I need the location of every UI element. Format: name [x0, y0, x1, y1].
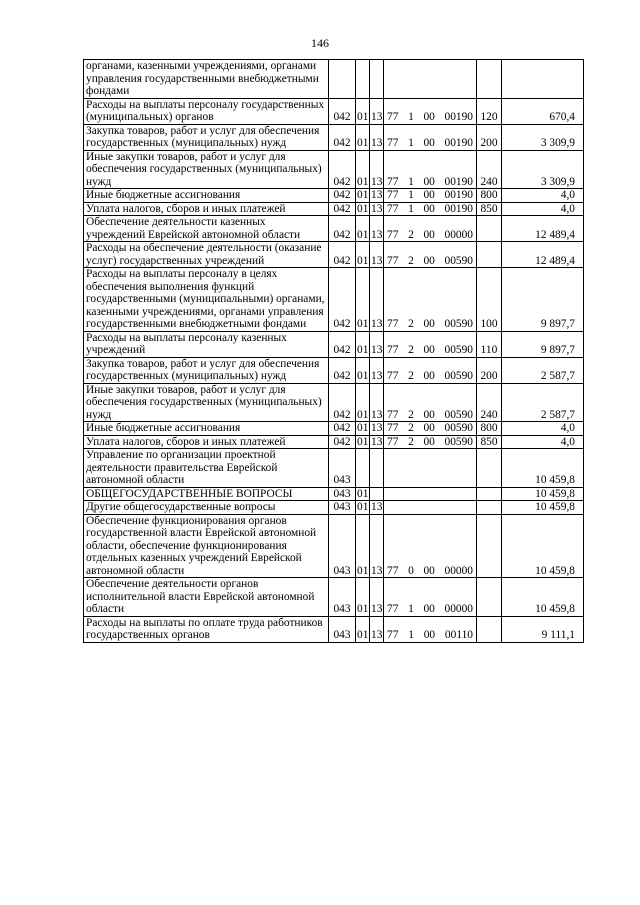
target-code-part: 2 [408, 370, 414, 382]
cell-razdel: 01 [357, 435, 369, 448]
cell-amount [502, 60, 584, 99]
target-code-part: 00 [423, 603, 435, 615]
table-row [84, 331, 584, 357]
row-name: ОБЩЕГОСУДАРСТВЕННЫЕ ВОПРОСЫ [84, 487, 329, 501]
cell-vid-rashodov: 800 [477, 422, 502, 436]
target-code-part: 77 [387, 422, 399, 434]
cell-podrazdel: 13 [371, 501, 383, 513]
table-row [84, 435, 584, 449]
target-code-part: 00 [423, 254, 435, 267]
cell-amount: 3 309,9 [502, 150, 584, 189]
target-code-part: 00000 [444, 564, 473, 577]
cell-target [384, 268, 477, 332]
target-code-part: 00190 [444, 175, 473, 188]
cell-target [384, 514, 477, 578]
target-code-part: 00590 [444, 422, 473, 434]
target-code-part: 77 [387, 254, 399, 267]
cell-amount: 4,0 [502, 189, 584, 203]
cell-podrazdel: 13 [370, 216, 384, 242]
budget-table-body [84, 60, 584, 643]
table-row [84, 383, 584, 422]
cell-podrazdel: 13 [371, 189, 383, 201]
cell-podrazdel: 13 [370, 150, 384, 189]
cell-amount: 4,0 [502, 435, 584, 449]
row-name: Расходы на выплаты персоналу государственных (муниципальных) органов [84, 98, 329, 124]
page-number: 146 [311, 36, 329, 50]
cell-razdel [356, 449, 370, 488]
table-row [84, 242, 584, 268]
target-code-part: 00 [423, 318, 435, 330]
table-row [84, 501, 584, 515]
target-code-part: 77 [387, 564, 399, 577]
cell-vid-rashodov [477, 514, 502, 578]
target-code-part: 77 [387, 137, 399, 149]
cell-vid-rashodov: 850 [477, 202, 502, 216]
table-row [84, 60, 584, 99]
cell-target [384, 487, 477, 501]
cell-podrazdel: 13 [370, 514, 384, 578]
target-code-part: 00 [423, 435, 435, 448]
target-code-part: 00590 [444, 408, 473, 421]
cell-amount: 10 459,8 [502, 487, 584, 501]
target-code-part: 00590 [444, 435, 473, 448]
target-code-part: 2 [408, 435, 414, 448]
target-code-part: 00190 [444, 189, 473, 201]
cell-grbs: 043 [329, 578, 356, 617]
target-code-part: 77 [387, 189, 399, 201]
cell-podrazdel: 13 [370, 383, 384, 422]
row-name: Иные бюджетные ассигнования [84, 422, 329, 436]
cell-razdel: 01 [357, 487, 369, 500]
cell-grbs: 043 [329, 449, 356, 488]
cell-grbs: 042 [329, 150, 356, 189]
cell-podrazdel [370, 449, 384, 488]
cell-razdel: 01 [356, 331, 370, 357]
cell-podrazdel [370, 60, 384, 99]
cell-grbs: 042 [329, 331, 356, 357]
target-code-part: 00 [423, 564, 435, 577]
cell-vid-rashodov [477, 487, 502, 501]
cell-target [384, 202, 477, 216]
cell-amount: 10 459,8 [502, 514, 584, 578]
cell-target [384, 578, 477, 617]
cell-vid-rashodov [477, 60, 502, 99]
cell-target [384, 98, 477, 124]
cell-grbs: 042 [329, 216, 356, 242]
target-code-part: 2 [408, 254, 414, 267]
cell-podrazdel [370, 487, 384, 501]
table-row [84, 189, 584, 203]
target-code-part: 77 [387, 344, 399, 356]
table-row [84, 202, 584, 216]
target-code-part: 00 [423, 422, 435, 434]
cell-amount: 9 897,7 [502, 331, 584, 357]
cell-podrazdel: 13 [370, 616, 384, 642]
row-name: Закупка товаров, работ и услуг для обеспечения государственных (муниципальных) нужд [84, 357, 329, 383]
target-code-part: 00590 [444, 370, 473, 382]
cell-target [384, 435, 477, 449]
cell-vid-rashodov: 200 [477, 124, 502, 150]
target-code-part: 00190 [444, 137, 473, 149]
cell-target [384, 616, 477, 642]
table-row [84, 449, 584, 488]
cell-podrazdel: 13 [370, 268, 384, 332]
cell-vid-rashodov: 240 [477, 150, 502, 189]
cell-amount: 2 587,7 [502, 383, 584, 422]
row-name: Обеспечение деятельности казенных учреждений Еврейской автономной области [84, 216, 329, 242]
cell-razdel: 01 [356, 268, 370, 332]
table-row [84, 514, 584, 578]
cell-podrazdel: 13 [371, 202, 383, 215]
cell-razdel: 01 [356, 150, 370, 189]
cell-target [384, 216, 477, 242]
target-code-part: 77 [387, 175, 399, 188]
row-name: Расходы на выплаты по оплате труда работников государственных органов [84, 616, 329, 642]
cell-razdel: 01 [356, 578, 370, 617]
row-name: Обеспечение деятельности органов исполнительной власти Еврейской автономной области [84, 578, 329, 617]
cell-target [384, 331, 477, 357]
cell-grbs: 043 [329, 487, 356, 501]
cell-amount: 9 111,1 [502, 616, 584, 642]
target-code-part: 00 [423, 370, 435, 382]
cell-razdel [356, 60, 370, 99]
target-code-part: 1 [408, 189, 414, 201]
cell-razdel: 01 [356, 383, 370, 422]
target-code-part: 77 [387, 202, 399, 215]
cell-amount: 9 897,7 [502, 268, 584, 332]
cell-razdel: 01 [356, 514, 370, 578]
table-row [84, 487, 584, 501]
target-code-part: 00 [423, 175, 435, 188]
target-code-part: 00000 [444, 603, 473, 615]
row-name: Иные бюджетные ассигнования [84, 189, 329, 203]
cell-vid-rashodov [477, 242, 502, 268]
cell-razdel: 01 [356, 242, 370, 268]
cell-grbs: 042 [329, 383, 356, 422]
row-name: Другие общегосударственные вопросы [84, 501, 329, 515]
cell-grbs [329, 60, 356, 99]
target-code-part: 77 [387, 435, 399, 448]
cell-target [384, 357, 477, 383]
target-code-part: 77 [387, 318, 399, 330]
cell-podrazdel: 13 [370, 578, 384, 617]
cell-razdel: 01 [357, 189, 369, 201]
cell-target [384, 242, 477, 268]
cell-vid-rashodov: 100 [477, 268, 502, 332]
cell-razdel: 01 [357, 202, 369, 215]
target-code-part: 00590 [444, 344, 473, 356]
budget-table [83, 59, 584, 643]
cell-podrazdel: 13 [371, 435, 383, 448]
table-row [84, 268, 584, 332]
target-code-part: 1 [408, 175, 414, 188]
target-code-part: 77 [387, 408, 399, 421]
cell-amount: 10 459,8 [502, 501, 584, 515]
cell-target [384, 422, 477, 436]
cell-grbs: 043 [329, 514, 356, 578]
cell-podrazdel: 13 [371, 422, 383, 434]
cell-amount: 3 309,9 [502, 124, 584, 150]
cell-grbs: 042 [329, 435, 356, 449]
target-code-part: 77 [387, 603, 399, 615]
row-name: Иные закупки товаров, работ и услуг для обеспечения государственных (муниципальных) нужд [84, 150, 329, 189]
table-row [84, 578, 584, 617]
cell-target [384, 60, 477, 99]
table-row [84, 616, 584, 642]
cell-grbs: 043 [329, 616, 356, 642]
cell-vid-rashodov [477, 616, 502, 642]
cell-target [384, 449, 477, 488]
target-code-part: 2 [408, 344, 414, 356]
cell-podrazdel: 13 [370, 124, 384, 150]
cell-razdel: 01 [356, 357, 370, 383]
cell-vid-rashodov [477, 501, 502, 515]
cell-vid-rashodov: 800 [477, 189, 502, 203]
cell-amount: 4,0 [502, 202, 584, 216]
table-row [84, 98, 584, 124]
target-code-part: 1 [408, 629, 414, 641]
target-code-part: 00 [423, 629, 436, 641]
target-code-part: 00 [423, 344, 435, 356]
target-code-part: 2 [408, 422, 414, 434]
cell-podrazdel: 13 [370, 331, 384, 357]
cell-amount: 12 489,4 [502, 216, 584, 242]
target-code-part: 1 [408, 603, 414, 615]
cell-vid-rashodov [477, 216, 502, 242]
cell-razdel: 01 [356, 616, 370, 642]
cell-amount: 4,0 [502, 422, 584, 436]
cell-razdel: 01 [356, 124, 370, 150]
cell-grbs: 042 [329, 268, 356, 332]
cell-target [384, 501, 477, 515]
row-name: Расходы на выплаты персоналу казенных учреждений [84, 331, 329, 357]
target-code-part: 00590 [444, 254, 473, 267]
target-code-part: 2 [408, 408, 414, 421]
cell-amount: 10 459,8 [502, 449, 584, 488]
cell-amount: 12 489,4 [502, 242, 584, 268]
cell-target [384, 383, 477, 422]
target-code-part: 00 [423, 408, 435, 421]
target-code-part: 2 [408, 228, 414, 241]
row-name: Расходы на обеспечение деятельности (оказание услуг) государственных учреждений [84, 242, 329, 268]
target-code-part: 00590 [444, 318, 473, 330]
cell-grbs: 042 [329, 242, 356, 268]
target-code-part: 00 [423, 137, 435, 149]
target-code-part: 00 [423, 189, 435, 201]
cell-amount: 10 459,8 [502, 578, 584, 617]
table-row [84, 150, 584, 189]
cell-podrazdel: 13 [370, 98, 384, 124]
cell-vid-rashodov: 850 [477, 435, 502, 449]
target-code-part: 00190 [444, 111, 473, 123]
cell-podrazdel: 13 [370, 242, 384, 268]
cell-amount: 670,4 [502, 98, 584, 124]
target-code-part: 1 [408, 111, 414, 123]
target-code-part: 77 [387, 629, 399, 641]
row-name: органами, казенными учреждениями, органами управления государственными внебюджетными фондами [84, 60, 329, 99]
target-code-part: 77 [387, 228, 399, 241]
target-code-part: 00000 [444, 228, 473, 241]
target-code-part: 77 [387, 370, 399, 382]
row-name: Закупка товаров, работ и услуг для обеспечения государственных (муниципальных) нужд [84, 124, 329, 150]
cell-grbs: 042 [329, 189, 356, 203]
cell-vid-rashodov: 120 [477, 98, 502, 124]
cell-vid-rashodov [477, 449, 502, 488]
target-code-part: 0 [408, 564, 414, 577]
table-row [84, 216, 584, 242]
cell-grbs: 042 [329, 98, 356, 124]
target-code-part: 1 [408, 202, 414, 215]
target-code-part: 2 [408, 318, 414, 330]
table-row [84, 422, 584, 436]
cell-target [384, 124, 477, 150]
row-name: Уплата налогов, сборов и иных платежей [84, 202, 329, 216]
row-name: Управление по организации проектной деятельности правительства Еврейской автономной области [84, 449, 329, 488]
target-code-part: 00110 [444, 629, 473, 641]
cell-grbs: 043 [329, 501, 356, 515]
cell-podrazdel: 13 [370, 357, 384, 383]
cell-grbs: 042 [329, 357, 356, 383]
cell-target [384, 150, 477, 189]
target-code-part: 00 [423, 111, 435, 123]
cell-razdel: 01 [356, 98, 370, 124]
row-name: Обеспечение функционирования органов государственной власти Еврейской автономной области, обеспечение функционирования отдельных казенных учреждений Еврейской автономной области [84, 514, 329, 578]
cell-vid-rashodov: 240 [477, 383, 502, 422]
target-code-part: 00 [423, 228, 435, 241]
cell-vid-rashodov: 110 [477, 331, 502, 357]
cell-amount: 2 587,7 [502, 357, 584, 383]
target-code-part: 00 [423, 202, 435, 215]
cell-vid-rashodov [477, 578, 502, 617]
row-name: Расходы на выплаты персоналу в целях обеспечения выполнения функций государственными (муниципальными) органами, казенными учреждениями, органами управления государственными внебюджетными фондами [84, 268, 329, 332]
cell-razdel: 01 [357, 501, 369, 513]
cell-razdel: 01 [356, 216, 370, 242]
table-row [84, 124, 584, 150]
cell-target [384, 189, 477, 203]
cell-vid-rashodov: 200 [477, 357, 502, 383]
cell-grbs: 042 [329, 124, 356, 150]
target-code-part: 77 [387, 111, 399, 123]
table-row [84, 357, 584, 383]
cell-razdel: 01 [357, 422, 369, 434]
cell-grbs: 042 [329, 422, 356, 436]
row-name: Иные закупки товаров, работ и услуг для обеспечения государственных (муниципальных) нужд [84, 383, 329, 422]
row-name: Уплата налогов, сборов и иных платежей [84, 435, 329, 449]
target-code-part: 1 [408, 137, 414, 149]
cell-grbs: 042 [329, 202, 356, 216]
target-code-part: 00190 [444, 202, 473, 215]
